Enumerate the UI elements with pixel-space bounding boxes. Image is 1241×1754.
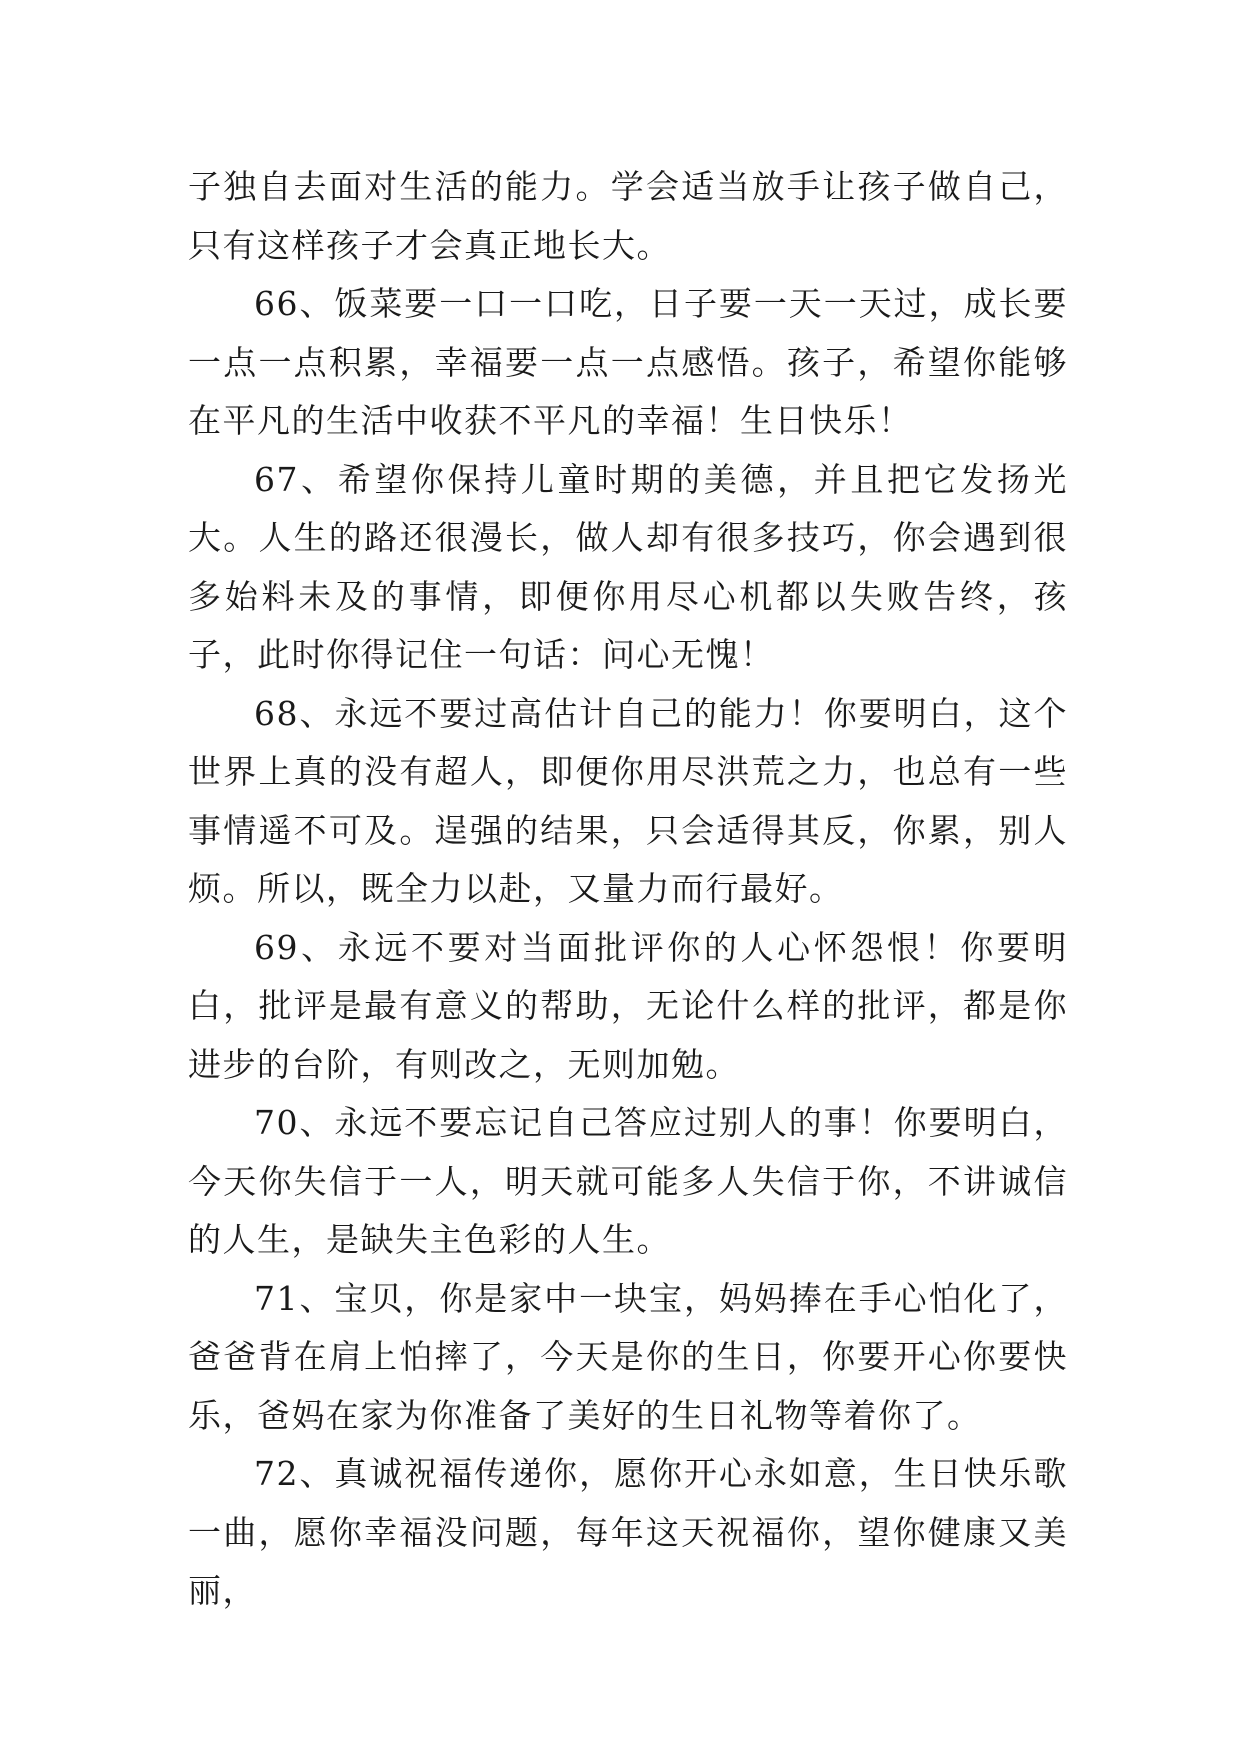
paragraph-71: 71、宝贝，你是家中一块宝，妈妈捧在手心怕化了，爸爸背在肩上怕摔了，今天是你的生日，你要开心你要快乐，爸妈在家为你准备了美好的生日礼物等着你了。 — [188, 1278, 1068, 1435]
paragraph-continued: 子独自去面对生活的能力。学会适当放手让孩子做自己，只有这样孩子才会真正地长大。 — [188, 167, 1068, 265]
paragraph-66: 66、饭菜要一口一口吃，日子要一天一天过，成长要一点一点积累，幸福要一点一点感悟。孩子，希望你能够在平凡的生活中收获不平凡的幸福！生日快乐！ — [188, 284, 1068, 440]
paragraph-68: 68、永远不要过高估计自己的能力！你要明白，这个世界上真的没有超人，即便你用尽洪荒之力，也总有一些事情遥不可及。逞强的结果，只会适得其反，你累，别人烦。所以，既全力以赴，又量力而行最好。 — [188, 693, 1068, 908]
paragraph-72: 72、真诚祝福传递你，愿你开心永如意，生日快乐歌一曲，愿你幸福没问题，每年这天祝福你，望你健康又美丽， — [188, 1454, 1068, 1610]
paragraph-67: 67、希望你保持儿童时期的美德，并且把它发扬光大。人生的路还很漫长，做人却有很多技巧，你会遇到很多始料未及的事情，即便你用尽心机都以失败告终，孩子，此时你得记住一句话：问心无愧！ — [188, 459, 1068, 674]
paragraph-69: 69、永远不要对当面批评你的人心怀怨恨！你要明白，批评是最有意义的帮助，无论什么样的批评，都是你进步的台阶，有则改之，无则加勉。 — [188, 927, 1068, 1084]
paragraph-70: 70、永远不要忘记自己答应过别人的事！你要明白，今天你失信于一人，明天就可能多人失信于你，不讲诚信的人生，是缺失主色彩的人生。 — [188, 1103, 1068, 1259]
document-body — [188, 158, 1068, 1621]
